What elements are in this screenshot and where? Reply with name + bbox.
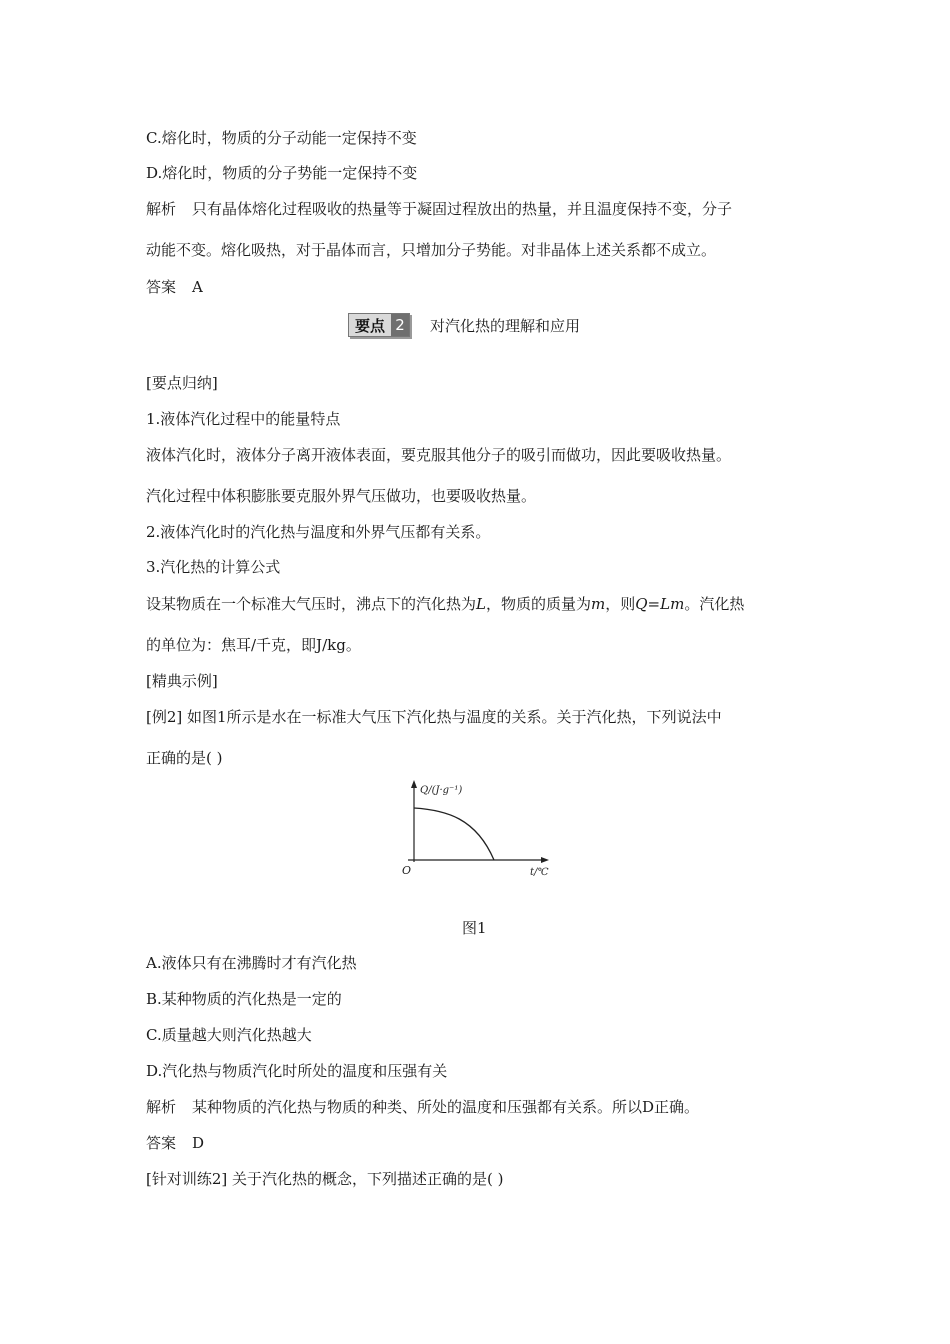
figure-caption: 图1 xyxy=(462,919,487,937)
origin-label: O xyxy=(402,864,412,877)
formula-text: ，则 xyxy=(605,595,636,613)
answer-tag: 答案 xyxy=(146,1134,177,1152)
symbol-L: L xyxy=(476,595,486,613)
formula: Q=Lm xyxy=(635,595,685,613)
y-axis-label: Q/(J·g⁻¹) xyxy=(420,785,463,796)
example-question-a: [例2] 如图1所示是水在一标准大气压下汽化热与温度的关系。关于汽化热，下列说法中 xyxy=(146,708,722,726)
x-axis-label: t/℃ xyxy=(530,867,549,878)
point-1-text-a: 液体汽化时，液体分子离开液体表面，要克服其他分子的吸引而做功，因此要吸收热量。 xyxy=(146,446,732,464)
option-c-melting: C.熔化时，物质的分子动能一定保持不变 xyxy=(146,129,417,147)
formula-text: 。汽化热 xyxy=(684,595,745,613)
analysis-1-continued: 动能不变。熔化吸热，对于晶体而言，只增加分子势能。对非晶体上述关系都不成立。 xyxy=(146,241,717,259)
section-badge xyxy=(348,313,410,337)
option-c: C.质量越大则汽化热越大 xyxy=(146,1026,312,1044)
training-question: [针对训练2] 关于汽化热的概念，下列描述正确的是( ) xyxy=(146,1170,504,1188)
point-1-text-b: 汽化过程中体积膨胀要克服外界气压做功，也要吸收热量。 xyxy=(146,487,537,505)
x-axis-arrow xyxy=(541,857,549,863)
option-d: D.汽化热与物质汽化时所处的温度和压强有关 xyxy=(146,1062,448,1080)
symbol-m: m xyxy=(591,595,606,613)
analysis-1 xyxy=(146,199,732,219)
point-1-title: 1.液体汽化过程中的能量特点 xyxy=(146,410,341,428)
option-d-melting: D.熔化时，物质的分子势能一定保持不变 xyxy=(146,164,418,182)
point-3-text-a xyxy=(146,594,744,614)
answer-1 xyxy=(146,277,203,297)
answer-value: D xyxy=(192,1134,205,1152)
y-axis-arrow xyxy=(411,780,417,788)
formula-text: 设某物质在一个标准大气压时，沸点下的汽化热为 xyxy=(146,595,477,613)
badge-label: 要点 xyxy=(349,314,391,336)
answer-2 xyxy=(146,1133,204,1153)
heat-curve xyxy=(414,808,494,860)
section-title: 对汽化热的理解和应用 xyxy=(430,316,581,335)
point-2: 2.液体汽化时的汽化热与温度和外界气压都有关系。 xyxy=(146,523,491,541)
option-b: B.某种物质的汽化热是一定的 xyxy=(146,990,342,1008)
analysis-tag: 解析 xyxy=(146,1098,177,1116)
option-a: A.液体只有在沸腾时才有汽化热 xyxy=(146,954,357,972)
example-label: [精典示例] xyxy=(146,672,218,690)
analysis-2 xyxy=(146,1097,699,1117)
summary-label: [要点归纳] xyxy=(146,374,218,392)
answer-value: A xyxy=(192,278,203,296)
analysis-tag: 解析 xyxy=(146,200,177,218)
vaporization-heat-graph xyxy=(396,778,556,888)
example-question-b: 正确的是( ) xyxy=(146,749,223,767)
point-3-text-b: 的单位为：焦耳/千克，即J/kg。 xyxy=(146,636,361,654)
section-heading xyxy=(348,313,580,337)
badge-number: 2 xyxy=(391,314,409,336)
point-3-title: 3.汽化热的计算公式 xyxy=(146,558,281,576)
analysis-text: 只有晶体熔化过程吸收的热量等于凝固过程放出的热量，并且温度保持不变，分子 xyxy=(192,200,733,218)
formula-text: ，物质的质量为 xyxy=(485,595,591,613)
answer-tag: 答案 xyxy=(146,278,177,296)
analysis-text: 某种物质的汽化热与物质的种类、所处的温度和压强都有关系。所以D正确。 xyxy=(192,1098,700,1116)
